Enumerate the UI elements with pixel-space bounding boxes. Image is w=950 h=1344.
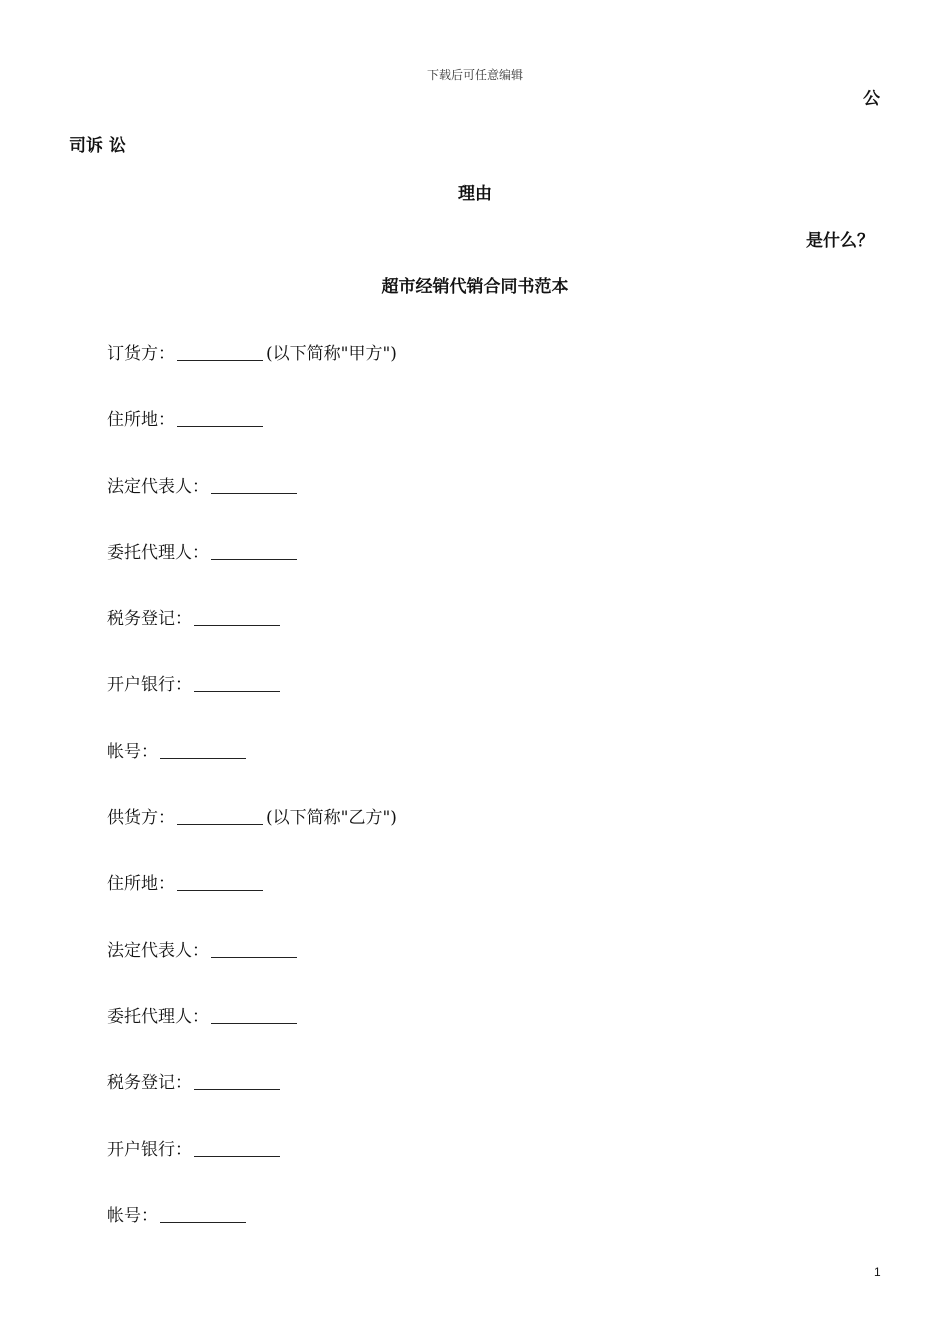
fill-blank [211,956,297,958]
party-b-field [107,1135,280,1160]
party-a-field [107,339,397,364]
field-label: 开户银行： [107,675,192,695]
party-a-field [107,670,280,695]
field-label: 住所地： [107,410,175,430]
field-label: 帐号： [107,1206,158,1226]
fill-blank [160,1221,246,1223]
field-label: 供货方： [107,808,175,828]
fill-blank [211,492,297,494]
field-label: 法定代表人： [107,941,209,961]
fill-blank [194,690,280,692]
fragment-shishenme: 是什么？ [806,231,874,251]
party-b-field [107,936,297,961]
field-label: 委托代理人： [107,1007,209,1027]
document-title: 超市经销代销合同书范本 [381,277,569,297]
field-label: 委托代理人： [107,543,209,563]
field-note: (以下简称"乙方") [266,808,397,828]
field-label: 帐号： [107,742,158,762]
fill-blank [211,558,297,560]
field-label: 税务登记： [107,1073,192,1093]
party-a-field [107,472,297,497]
field-note: (以下简称"甲方") [266,344,397,364]
fragment-liyou: 理由 [458,184,492,204]
fill-blank [194,1155,280,1157]
field-label: 法定代表人： [107,477,209,497]
party-b-field [107,869,263,894]
page-number: 1 [874,1265,881,1279]
fill-blank [194,1088,280,1090]
party-a-field [107,538,297,563]
party-b-field [107,1068,280,1093]
fill-blank [160,757,246,759]
fragment-gong: 公 [863,89,880,109]
party-b-field [107,803,397,828]
party-a-field [107,737,246,762]
fill-blank [177,359,263,361]
fill-blank [177,425,263,427]
field-label: 订货方： [107,344,175,364]
field-label: 开户银行： [107,1140,192,1160]
fill-blank [177,889,263,891]
field-label: 税务登记： [107,609,192,629]
fill-blank [177,823,263,825]
field-label: 住所地： [107,874,175,894]
fill-blank [211,1022,297,1024]
fragment-sisong: 司诉 讼 [69,136,126,156]
party-b-field [107,1002,297,1027]
party-b-field [107,1201,246,1226]
page-header: 下载后可任意编辑 [426,68,523,82]
party-a-field [107,604,280,629]
party-a-field [107,405,263,430]
fill-blank [194,624,280,626]
